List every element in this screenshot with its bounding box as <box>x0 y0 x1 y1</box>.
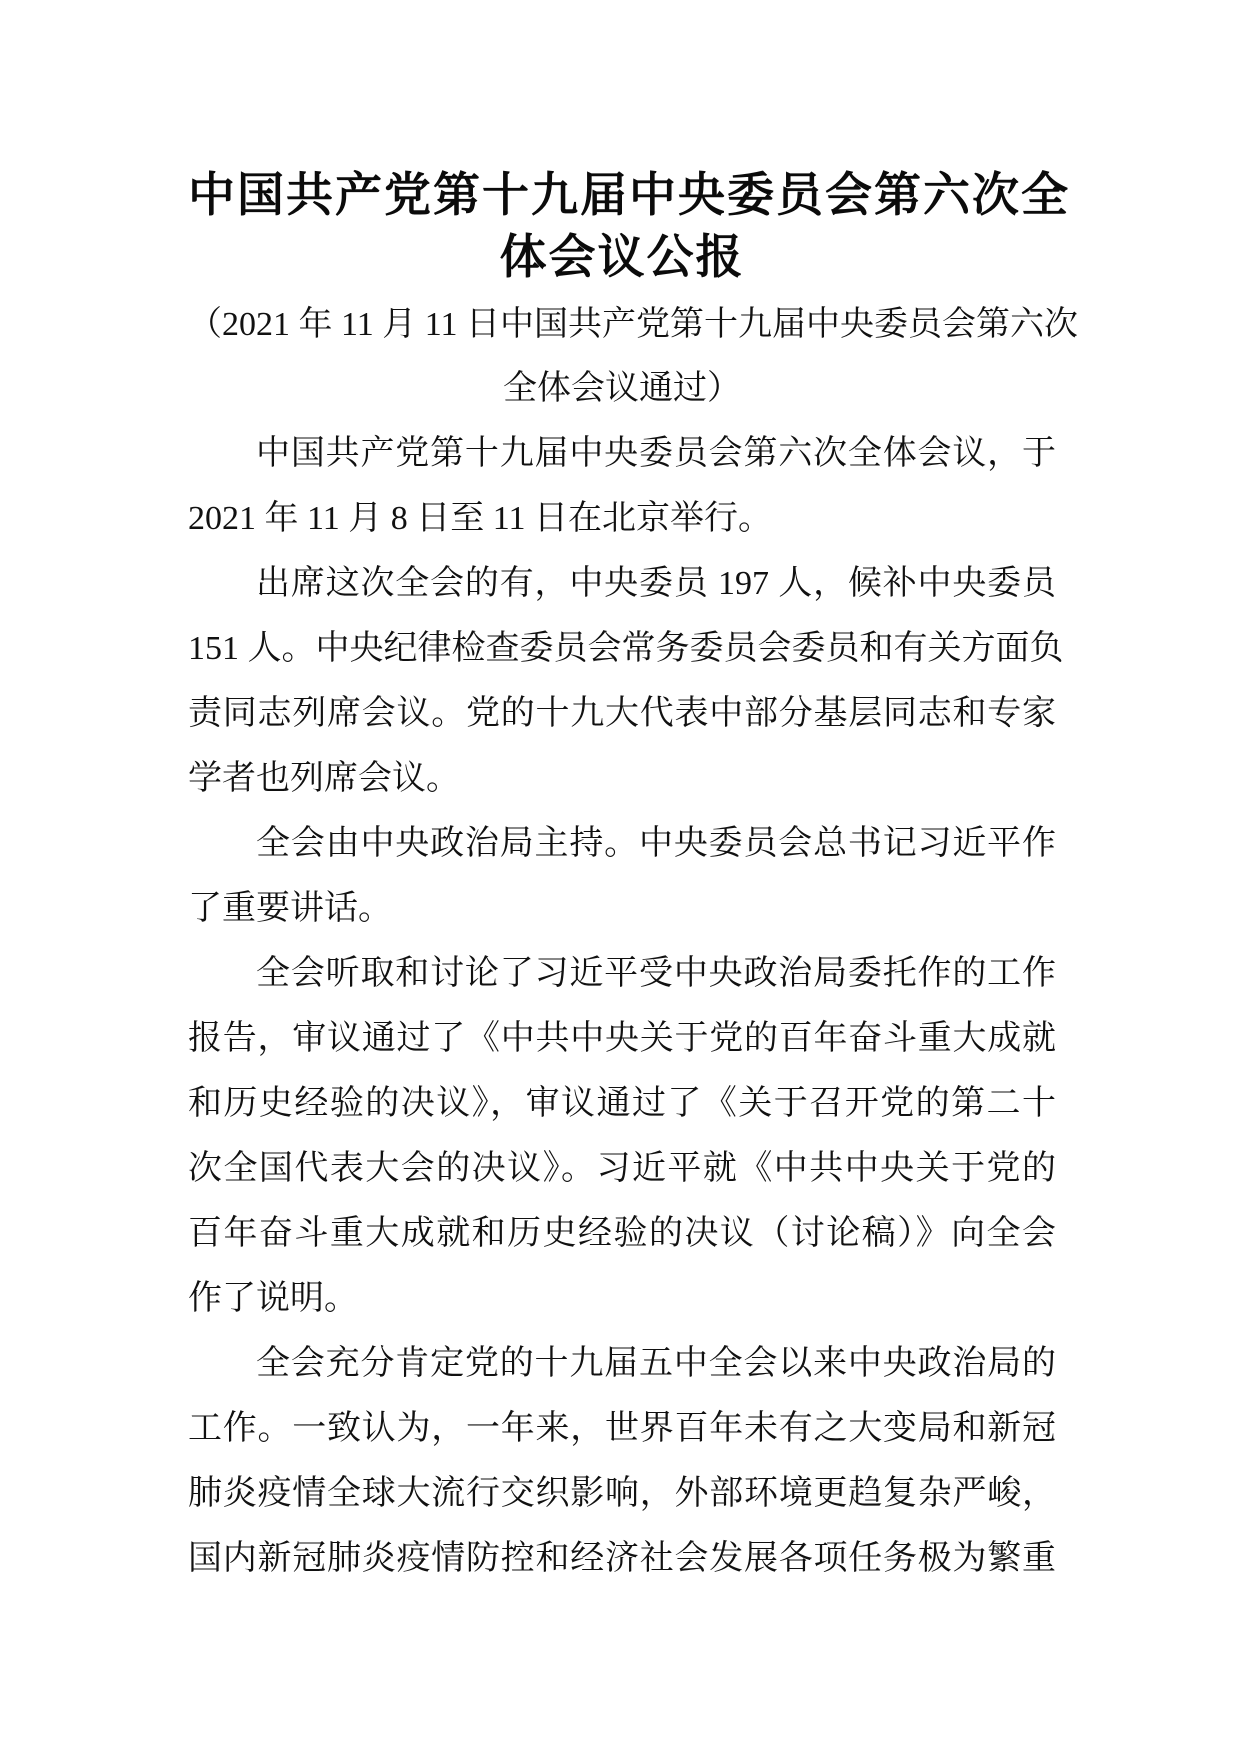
paragraph-line: 中国共产党第十九届中央委员会第六次全体会议，于 <box>256 435 1056 472</box>
paragraph-line: 责同志列席会议。党的十九大代表中部分基层同志和专家 <box>188 695 1056 732</box>
title-line-1: 中国共产党第十九届中央委员会第六次全 <box>188 168 1070 223</box>
paragraph-line: 次全国代表大会的决议》。习近平就《中共中央关于党的 <box>188 1150 1056 1187</box>
paragraph-line: 全会听取和讨论了习近平受中央政治局委托作的工作 <box>256 955 1056 992</box>
paragraph-line: 国内新冠肺炎疫情防控和经济社会发展各项任务极为繁重 <box>188 1540 1056 1577</box>
paragraph-resolutions <box>188 941 1056 1331</box>
paragraph-meeting-dates <box>188 421 1056 551</box>
paragraph-line: 了重要讲话。 <box>188 890 392 927</box>
paragraph-line: 工作。一致认为，一年来，世界百年未有之大变局和新冠 <box>188 1410 1056 1447</box>
subtitle-line-2: 全体会议通过） <box>503 370 741 407</box>
paragraph-attendance <box>188 551 1064 811</box>
paragraph-line: 报告，审议通过了《中共中央关于党的百年奋斗重大成就 <box>188 1020 1056 1057</box>
paragraph-line: 全会由中央政治局主持。中央委员会总书记习近平作 <box>256 825 1056 862</box>
paragraph-line: 学者也列席会议。 <box>188 760 460 797</box>
subtitle-line-1: （2021 年 11 月 11 日中国共产党第十九届中央委员会第六次 <box>188 306 1078 343</box>
paragraph-line: 出席这次全会的有，中央委员 197 人，候补中央委员 <box>256 565 1056 602</box>
document-subtitle <box>188 293 1078 421</box>
paragraph-presiding <box>188 811 1056 941</box>
title-line-2: 体会议公报 <box>499 230 745 285</box>
paragraph-line: 和历史经验的决议》，审议通过了《关于召开党的第二十 <box>188 1085 1056 1122</box>
paragraph-line: 作了说明。 <box>188 1280 358 1317</box>
paragraph-line: 151 人。中央纪律检查委员会常务委员会委员和有关方面负 <box>188 630 1064 667</box>
paragraph-line: 全会充分肯定党的十九届五中全会以来中央政治局的 <box>256 1345 1056 1382</box>
document-title <box>188 165 1070 289</box>
document-body <box>188 165 1078 1591</box>
paragraph-assessment <box>188 1331 1056 1591</box>
paragraph-line: 肺炎疫情全球大流行交织影响，外部环境更趋复杂严峻， <box>188 1475 1056 1512</box>
paragraph-line: 百年奋斗重大成就和历史经验的决议（讨论稿）》向全会 <box>188 1215 1056 1252</box>
paragraph-line: 2021 年 11 月 8 日至 11 日在北京举行。 <box>188 500 772 537</box>
